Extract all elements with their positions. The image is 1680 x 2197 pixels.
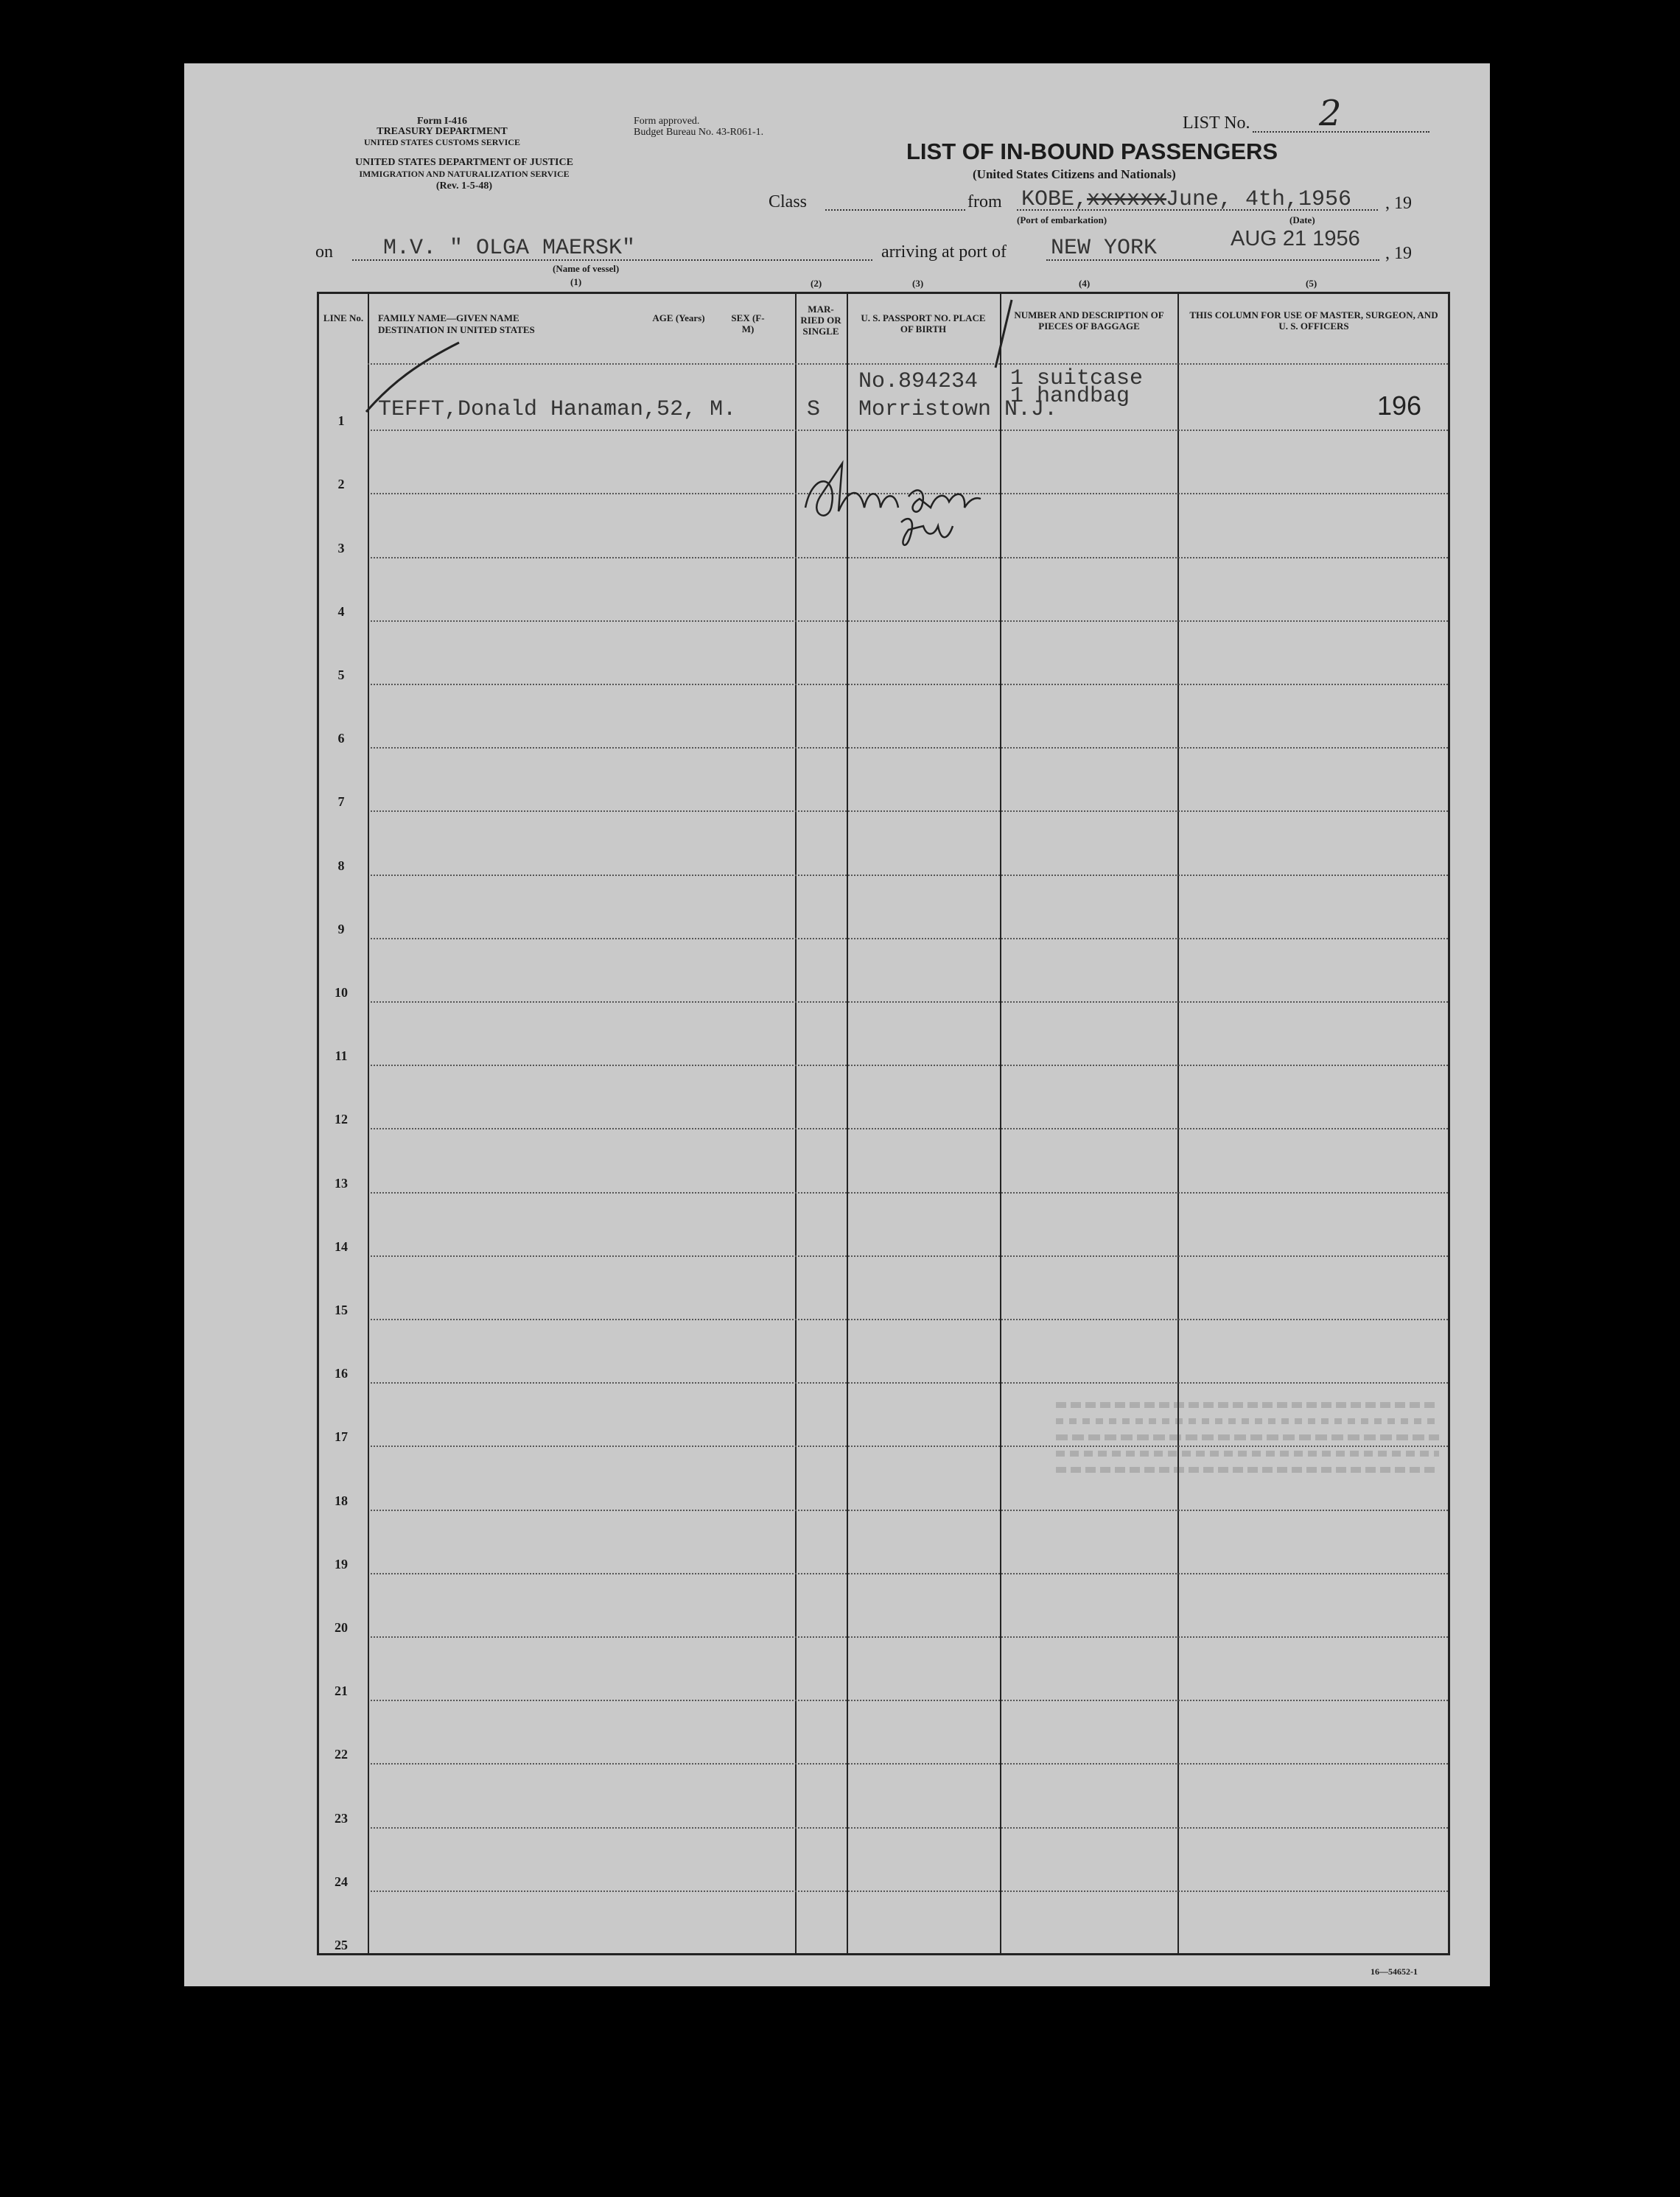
col3-number: (3) [912,278,924,289]
form-approved: Form approved. [634,116,700,127]
line-number: 3 [337,540,345,556]
header-baggage: NUMBER AND DESCRIPTION OF PIECES OF BAGGAGE [1014,309,1164,332]
justice-dept: UNITED STATES DEPARTMENT OF JUSTICE [355,157,573,168]
officer-signature [798,456,990,559]
budget-bureau: Budget Bureau No. 43-R061-1. [634,127,764,138]
line-number: 18 [335,1493,348,1508]
row-line [371,747,1448,749]
comma-19-a: , 19 [1385,194,1412,213]
page-title: LIST OF IN-BOUND PASSENGERS [906,139,1278,164]
line-number: 16 [335,1366,348,1381]
passport-number: No.894234 [858,369,979,394]
line-number: 10 [335,985,348,1000]
header-family-name: FAMILY NAME—GIVEN NAME [378,312,519,323]
line-number: 7 [337,794,345,810]
baggage-line-2: 1 handbag [1010,384,1130,409]
row-line [371,1001,1448,1003]
col-divider [1000,294,1001,1953]
footer-code: 16—54652-1 [1371,1966,1418,1977]
line-number: 8 [337,858,345,873]
line-number: 12 [335,1112,348,1127]
page-subtitle: (United States Citizens and Nationals) [973,167,1176,181]
row-line [371,1636,1448,1638]
row-line [371,1255,1448,1257]
arrival-stamp: AUG 21 1956 [1231,227,1360,250]
line-number: 19 [335,1556,348,1571]
col5-number: (5) [1306,278,1317,289]
bleed-through [1056,1392,1439,1583]
passenger-marital: S [807,397,821,422]
row-line [371,620,1448,622]
birthplace: Morristown N.J. [858,397,1058,422]
from-port: KOBE, [1021,187,1088,212]
line-number: 4 [337,603,345,619]
vessel-caption: (Name of vessel) [553,263,620,274]
row-line [371,875,1448,876]
class-blank [825,209,965,211]
header-age: AGE (Years) [652,312,705,323]
passenger-table [317,292,1450,1955]
line-number: 21 [335,1683,348,1699]
row-line [371,810,1448,812]
baggage-line-1: 1 suitcase [1010,366,1144,391]
line-number: 23 [335,1810,348,1826]
ins-service: IMMIGRATION AND NATURALIZATION SERVICE [359,169,570,179]
list-no-label: LIST No. [1183,113,1250,133]
row-line [371,1763,1448,1765]
date-caption: (Date) [1289,214,1315,225]
line-number: 14 [335,1238,348,1254]
line-number: 1 [337,413,345,429]
col-divider [795,294,797,1953]
header-passport: U. S. PASSPORT NO. PLACE OF BIRTH [861,312,986,334]
header-destination: DESTINATION IN UNITED STATES [378,324,535,335]
line-number: 20 [335,1620,348,1635]
row-line [371,1319,1448,1320]
row-line [371,430,1448,431]
row-line [371,684,1448,685]
list-no-value: 2 [1319,93,1342,134]
officer-number: 196 [1377,390,1422,421]
row-line [371,938,1448,939]
line-number: 17 [335,1429,348,1445]
class-label: Class [769,192,808,211]
from-port-struck: xxxxxx [1087,187,1167,212]
col-divider [1177,294,1179,1953]
row-line [371,1891,1448,1892]
row-line [371,1827,1448,1829]
col-divider [368,294,369,1953]
row-line [371,1128,1448,1129]
line-number: 2 [337,477,345,492]
revision-date: (Rev. 1-5-48) [435,181,493,192]
tick-mark [982,297,1026,371]
col1-number: (1) [570,276,582,287]
passenger-name: TEFFT,Donald Hanaman,52, M. [378,397,737,422]
arrival-port: NEW YORK [1051,236,1158,261]
line-number: 11 [335,1048,348,1064]
header-officers: THIS COLUMN FOR USE OF MASTER, SURGEON, AND U. S. OFFICERS [1189,309,1438,332]
arriving-label: arriving at port of [881,242,1007,262]
line-number: 13 [335,1175,348,1191]
row-line [371,1700,1448,1701]
customs-service: UNITED STATES CUSTOMS SERVICE [364,137,520,147]
treasury-dept: TREASURY DEPARTMENT [377,126,508,137]
comma-19-b: , 19 [1385,244,1412,263]
on-label: on [315,242,333,262]
col4-number: (4) [1079,278,1091,289]
vessel-name: M.V. " OLGA MAERSK" [383,236,636,261]
check-mark [363,338,466,419]
form-number: Form I-416 [416,116,468,127]
line-number: 22 [335,1747,348,1762]
header-sex: SEX (F-M) [731,312,765,334]
line-number: 9 [337,921,345,936]
line-number: 6 [337,731,345,746]
departure-date: June, 4th,1956 [1166,187,1352,212]
line-number: 25 [335,1938,348,1952]
port-embarkation-caption: (Port of embarkation) [1017,214,1107,225]
from-label: from [967,192,1002,211]
header-married: MAR-RIED OR SINGLE [800,304,841,337]
header-divider [368,363,1448,365]
row-line [371,1192,1448,1194]
col2-number: (2) [811,278,822,289]
row-line [371,1065,1448,1066]
line-number: 15 [335,1303,348,1317]
row-line [371,1382,1448,1384]
header-line-no: LINE No. [323,312,364,323]
line-number: 24 [335,1874,348,1889]
line-number: 5 [337,667,345,682]
